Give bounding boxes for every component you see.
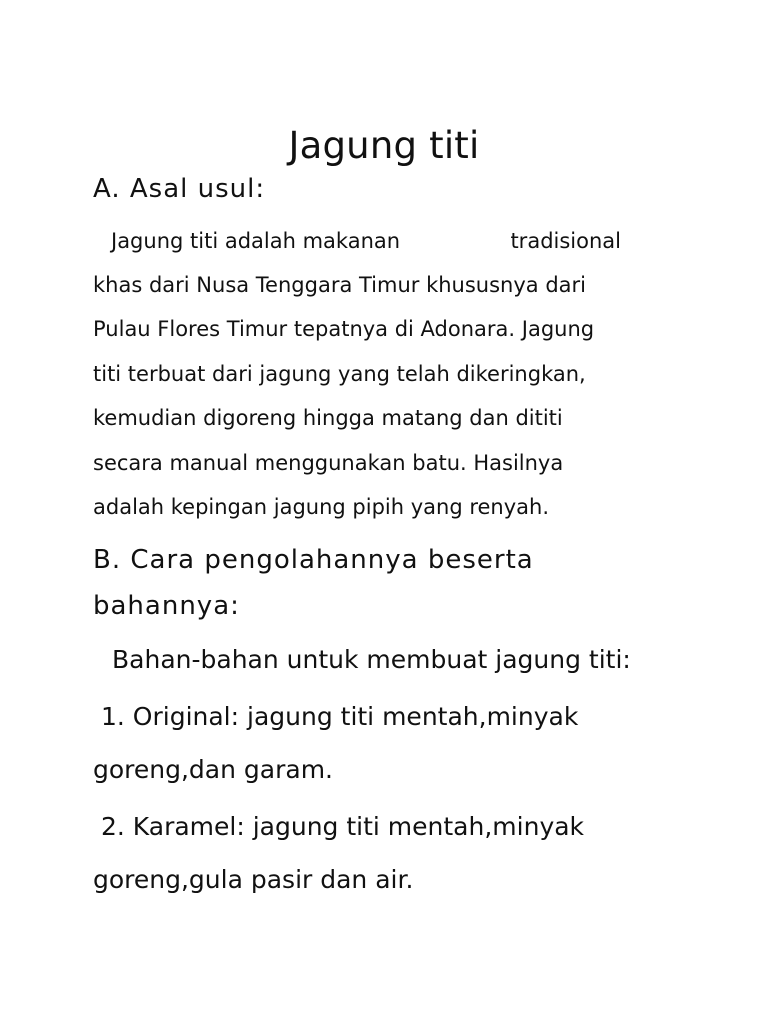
ingredient-item-2-line-1: 2. Karamel: jagung titi mentah,minyak: [101, 812, 585, 841]
ingredient-item-1-line-1: 1. Original: jagung titi mentah,minyak: [101, 702, 579, 731]
ingredient-item-1-line-2: goreng,dan garam.: [93, 755, 334, 784]
section-a-paragraph-line: adalah kepingan jagung pipih yang renyah.: [93, 495, 550, 519]
section-a-paragraph-line: Pulau Flores Timur tepatnya di Adonara. Jagung: [93, 317, 595, 341]
section-a-paragraph-line: khas dari Nusa Tenggara Timur khususnya dari: [93, 273, 587, 297]
section-b-heading: B. Cara pengolahannya beserta bahannya:: [93, 545, 534, 621]
section-b-intro: Bahan-bahan untuk membuat jagung titi:: [112, 645, 631, 674]
section-a-first-line: [93, 226, 621, 256]
ingredient-item-2-line-2: goreng,gula pasir dan air.: [93, 865, 414, 894]
section-a-first-line-left: Jagung titi adalah makanan: [111, 229, 401, 253]
section-a-paragraph-line: secara manual menggunakan batu. Hasilnya: [93, 451, 564, 475]
page-title: Jagung titi: [288, 123, 480, 167]
section-a-paragraph-line: kemudian digoreng hingga matang dan dititi: [93, 406, 563, 430]
section-a-heading: A. Asal usul:: [93, 174, 266, 204]
section-a-paragraph-line: titi terbuat dari jagung yang telah dikeringkan,: [93, 362, 586, 386]
section-a-first-line-right: tradisional: [510, 229, 621, 253]
